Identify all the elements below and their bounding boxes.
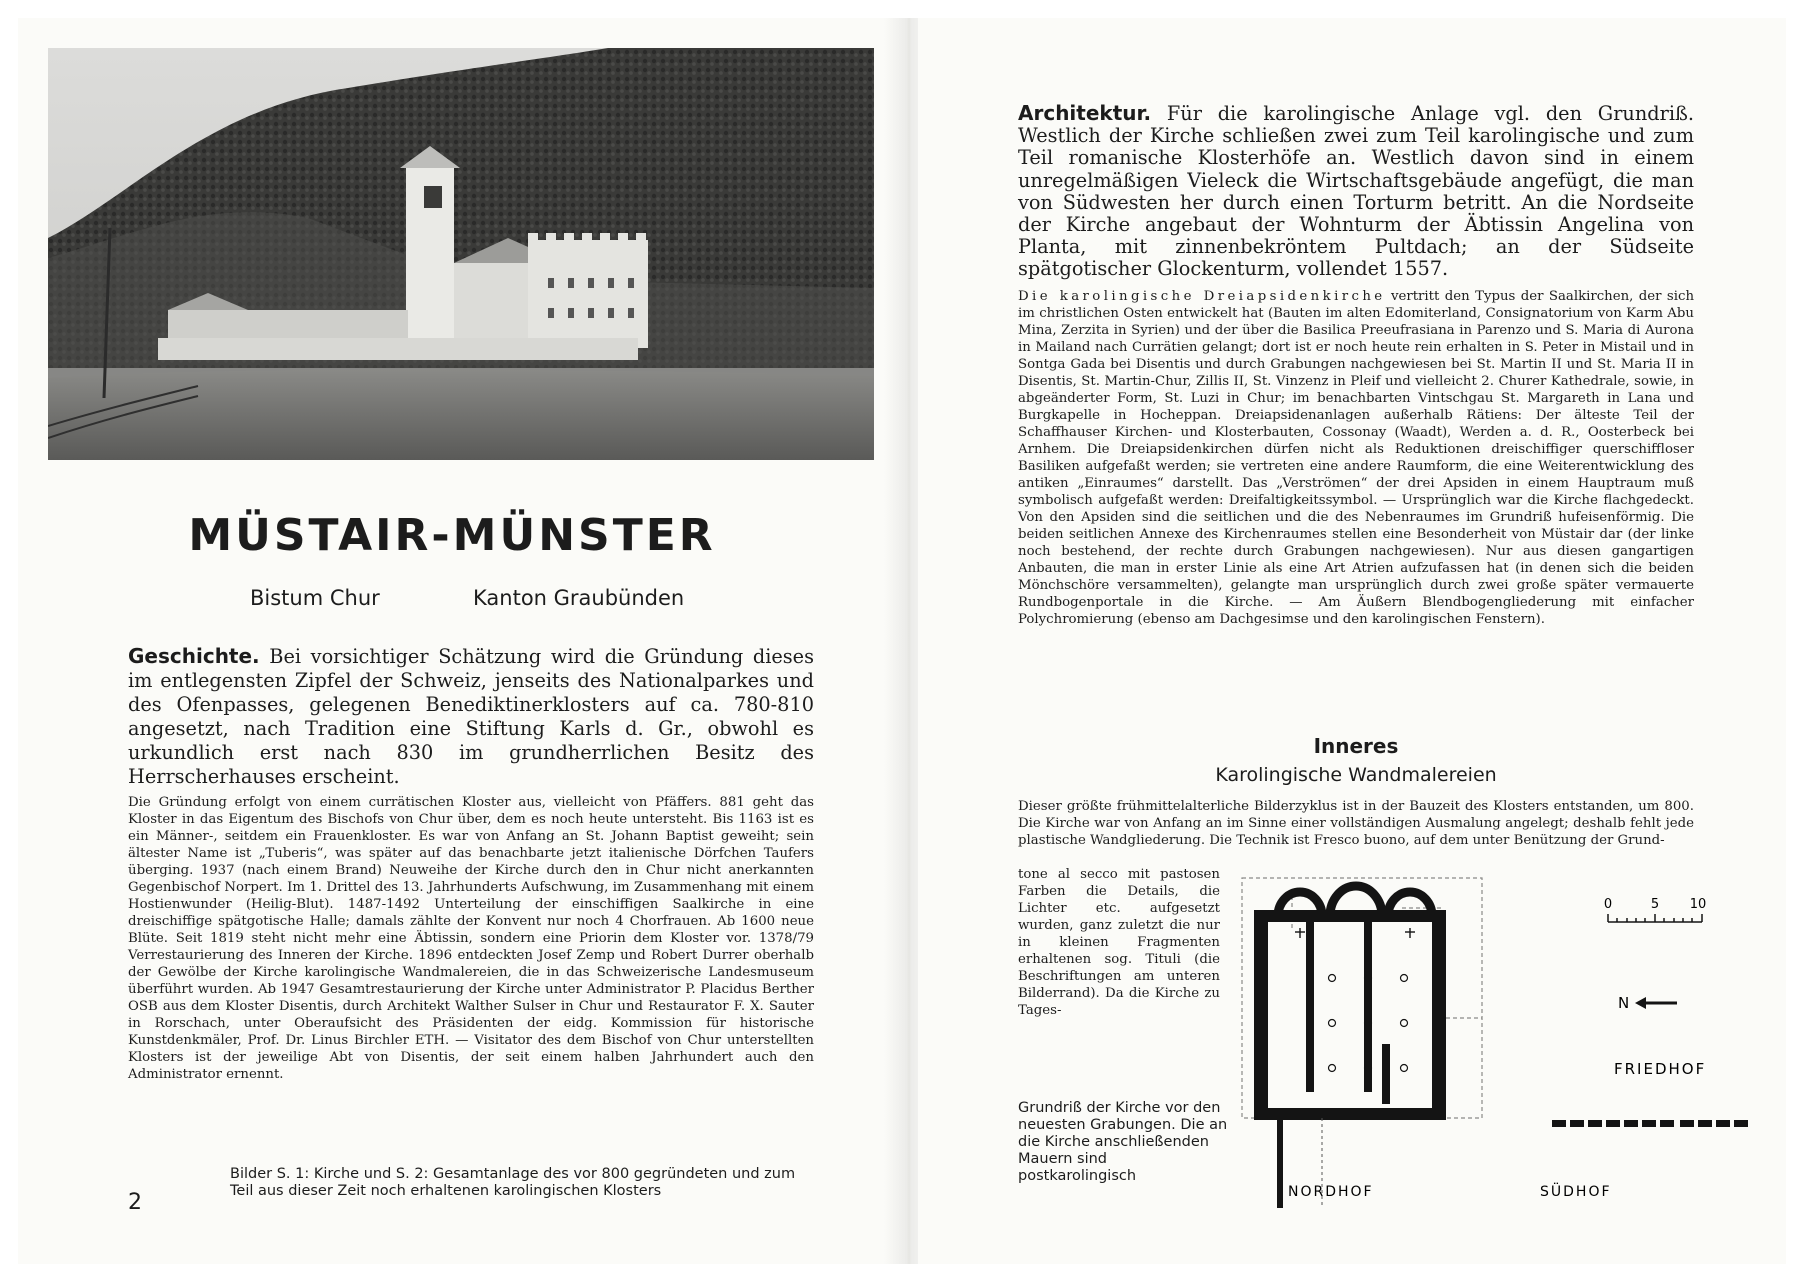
north-label: N [1618, 994, 1630, 1012]
scale-label-5: 5 [1650, 897, 1660, 912]
page-title: MÜSTAIR-MÜNSTER [188, 510, 716, 561]
inneres-heading: Inneres [1313, 734, 1399, 758]
architecture-lead-text: Für die karolingische Anlage vgl. den Grundriß. Westlich der Kirche schließen zwei zum Teil karolingische und zum Teil romanische Klosterhöfe an. Westlich davon sind in einem unregelmäßigen Vieleck die Wirtschaftsgebäude angefügt, die man von Südwesten her durch einen Torturm betritt. An die Nordseite der Kirche angebaut der Wohnturm der Äbtissin Angelina von Planta, mit zinnenbekröntem Pultdach; an der Südseite spätgotischer Glockenturm, vollendet 1557. [1018, 102, 1694, 281]
architecture-body-text: vertritt den Typus der Saalkirchen, der sich im christlichen Osten entwickelt hat (Bauten im alten Edomiterland, Consignatorium von Karm Abu Mina, Zerzita in Syrien) und der über die Basilica Preeufrasiana in Parenzo und S. Maria di Aurona in Mailand nach Currätien gelangt; dort ist er noch heute rein erhalten in S. Peter in Mistail und in Sontga Gada bei Disentis und durch Grabungen nachgewiesen bei St. Martin II und St. Maria II in Disentis, St. Martin-Chur, Zillis II, St. Vinzenz in Pleif und vielleicht 2. Churer Kathedrale, sowie, in abgeänderter Form, St. Luzi in Chur; im benachbarten Vintschgau St. Margareth in Lana und Burgkapelle in Hocheppan. Dreiapsidenanlagen außerhalb Rätiens: Der älteste Teil der Schaffhauser Kirchen- und Klosterbauten, Cossonay (Waadt), Werden a. d. R., Oosterbeck bei Arnhem. Die Dreiapsidenkirchen dürfen nicht als Reduktionen dreischiffiger querschiffloser Basiliken aufgefaßt werden; sie vertreten eine andere Raumform, die eine Weiterentwicklung des antiken „Einraumes“ darstellt. Das „Verströmen“ der drei Apsiden in einem Hauptraum muß symbolisch aufgefaßt werden: Dreifaltigkeitssymbol. — Ursprünglich war die Kirche flachgedeckt. Von den Apsiden sind die seitlichen und die des Nebenraumes im Grundriß hufeisenförmig. Die beiden seitlichen Annexe des Kirchenraumes stellen eine Besonderheit von Müstair dar (der linke noch bestehend, der rechte durch Grabungen nachgewiesen). Nur aus diesen gangartigen Anbauten, die man in erster Linie als eine Art Atrien aufzufassen hat (in denen sich die beiden Mönchschöre versammelten), gelangte man ursprünglich durch zwei große später vermauerte Rundbogenportale in die Kirche. — Am Äußern Blendbogengliederung mit einfacher Polychromierung (ebenso am Dachgesimse und den karolingischen Fenstern). [1018, 289, 1695, 627]
architecture-body-paragraph [1018, 288, 1694, 628]
subtitle-diocese: Bistum Chur [250, 586, 380, 610]
plan-caption: Grundriß der Kirche vor den neuesten Grabungen. Die an die Kirche anschließenden Mauern sind postkarolingisch [1018, 1100, 1228, 1184]
suedhof-label: SÜDHOF [1540, 1184, 1612, 1200]
church-floor-plan [1232, 868, 1772, 1208]
history-body-paragraph: Die Gründung erfolgt von einem currätischen Kloster aus, vielleicht von Pfäffers. 881 geht das Kloster in das Eigentum des Bischofs von Chur über, dem es noch heute untersteht. Bis 1163 ist es ein Männer-, seitdem ein Frauenkloster. Es war von Anfang an St. Johann Baptist geweiht; sein ältester Name ist „Tuberis“, was später auf das benachbarte jetzt italienische Dörfchen Taufers überging. 1937 (nach einem Brand) Neuweihe der Kirche durch den in Chur nicht anerkannten Gegenbischof Norpert. Im 1. Drittel des 13. Jahrhunderts Aufschwung, im Zusammenhang mit einem Hostienwunder (Heilig-Blut). 1487-1492 Unterteilung der einschiffigen Saalkirche in eine dreischiffige spätgotische Halle; damals zählte der Konvent nur noch 4 Chorfrauen. Ab 1600 neue Blüte. Seit 1819 steht nicht mehr eine Äbtissin, sondern eine Priorin dem Kloster vor. 1378/79 Verrestaurierung des Inneren der Kirche. 1896 entdeckten Josef Zemp und Robert Durrer oberhalb der Gewölbe der Kirche karolingische Wandmalereien, die in das Schweizerische Landesmuseum überführt wurden. Ab 1947 Gesamtrestaurierung der Kirche unter Administrator P. Placidus Berther OSB aus dem Kloster Disentis, durch Architekt Walther Sulser in Chur und Restaurator F. X. Sauter in Rorschach, unter Oberaufsicht des Präsidenten der eidg. Kommission für historische Kunstdenkmäler, Prof. Dr. Linus Birchler ETH. — Visitator des dem Bischof von Chur unterstellten Klosters ist der jeweilige Abt von Disentis, der seit einem halben Jahrhundert auch den Administrator ernennt. [128, 795, 814, 1082]
inneres-paragraph: Dieser größte frühmittelalterliche Bilderzyklus ist in der Bauzeit des Klosters entstanden, um 800. Die Kirche war von Anfang an im Sinne einer vollständigen Ausmalung angelegt; deshalb fehlt jede plastische Wandgliederung. Die Technik ist Fresco buono, auf dem unter Benützung der Grund- [1018, 799, 1694, 848]
architecture-lead-paragraph [1018, 102, 1694, 281]
page-number: 2 [128, 1190, 142, 1215]
history-lead-text: Bei vorsichtiger Schätzung wird die Gründung dieses im entlegensten Zipfel der Schweiz, jenseits des Nationalparkes und des Ofenpasses, gelegenen Benediktinerklosters auf ca. 780-810 angesetzt, nach Tradition eine Stiftung Karls d. Gr., obwohl es urkundlich erst nach 830 im grundherrlichen Besitz des Herrscherhauses erscheint. [128, 645, 814, 788]
monastery-photo [48, 48, 874, 460]
architecture-body-spaced: Die karolingische Dreiapsidenkirche [1018, 289, 1386, 304]
scale-label-0: 0 [1603, 897, 1613, 912]
inneres-subheading: Karolingische Wandmalereien [1215, 764, 1497, 786]
scale-label-10: 10 [1689, 897, 1707, 912]
left-page [18, 18, 886, 1264]
inneres-paragraph-continued: tone al secco mit pastosen Farben die Details, die Lichter etc. aufgesetzt wurden, ganz zuletzt die nur in kleinen Fragmenten erhaltenen sog. Tituli (die Beschriftungen am unteren Bilderrand). Da die Kirche zu Tages- [1018, 867, 1220, 1018]
north-arrow-icon [1635, 997, 1677, 1009]
nordhof-label: NORDHOF [1288, 1184, 1374, 1200]
friedhof-label: FRIEDHOF [1614, 1060, 1707, 1078]
subtitle-canton: Kanton Graubünden [473, 586, 685, 610]
history-lead-paragraph [128, 644, 814, 789]
architecture-heading: Architektur. [1018, 101, 1152, 125]
photo-caption: Bilder S. 1: Kirche und S. 2: Gesamtanlage des vor 800 gegründeten und zum Teil aus dieser Zeit noch erhaltenen karolingischen Klosters [230, 1166, 796, 1199]
history-heading: Geschichte. [128, 644, 260, 668]
